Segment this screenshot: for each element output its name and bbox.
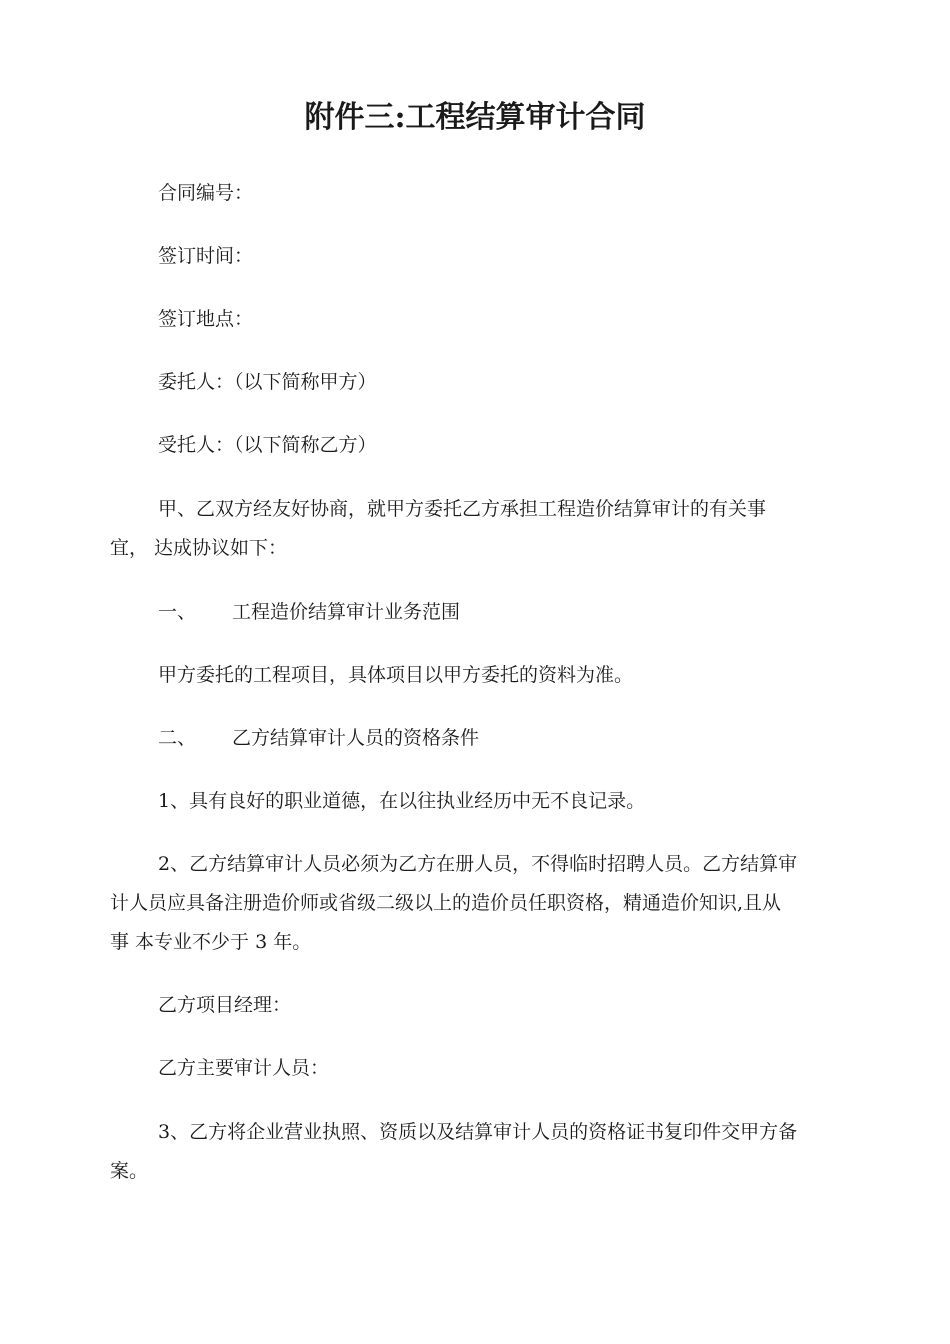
contractor-label: 受托人：（以下简称乙方） bbox=[158, 434, 377, 456]
item-1-text: 1、具有良好的职业道德，在以往执业经历中无不良记录。 bbox=[158, 790, 646, 812]
section-1-title: 工程造价结算审计业务范围 bbox=[232, 601, 461, 623]
section-2-heading bbox=[158, 722, 479, 754]
intro-line-1: 甲、乙双方经友好协商，就甲方委托乙方承担工程造价结算审计的有关事 bbox=[158, 498, 767, 520]
section-1-heading bbox=[158, 596, 460, 628]
main-auditor-label: 乙方主要审计人员： bbox=[158, 1057, 330, 1079]
contract-number-label: 合同编号： bbox=[158, 182, 254, 204]
section-2-number: 二、 bbox=[158, 727, 197, 749]
section-1-text: 甲方委托的工程项目，具体项目以甲方委托的资料为准。 bbox=[158, 664, 634, 686]
item-2-line-1: 2、乙方结算审计人员必须为乙方在册人员，不得临时招聘人员。乙方结算审 bbox=[158, 853, 798, 875]
section-1-number: 一、 bbox=[158, 601, 197, 623]
item-3-line-2: 案。 bbox=[110, 1160, 149, 1182]
sign-time-label: 签订时间： bbox=[158, 245, 254, 267]
item-2-line-2: 计人员应具备注册造价师或省级二级以上的造价员任职资格，精通造价知识,且从 bbox=[110, 892, 782, 914]
section-2-title: 乙方结算审计人员的资格条件 bbox=[232, 727, 480, 749]
document-title: 附件三:工程结算审计合同 bbox=[304, 100, 646, 135]
intro-line-2: 宜， 达成协议如下： bbox=[110, 537, 288, 559]
sign-place-label: 签订地点： bbox=[158, 308, 254, 330]
item-2-line-3: 事 本专业不少于 3 年。 bbox=[110, 931, 312, 953]
project-manager-label: 乙方项目经理： bbox=[158, 994, 292, 1016]
item-3-line-1: 3、乙方将企业营业执照、资质以及结算审计人员的资格证书复印件交甲方备 bbox=[158, 1121, 798, 1143]
client-label: 委托人：（以下简称甲方） bbox=[158, 371, 377, 393]
